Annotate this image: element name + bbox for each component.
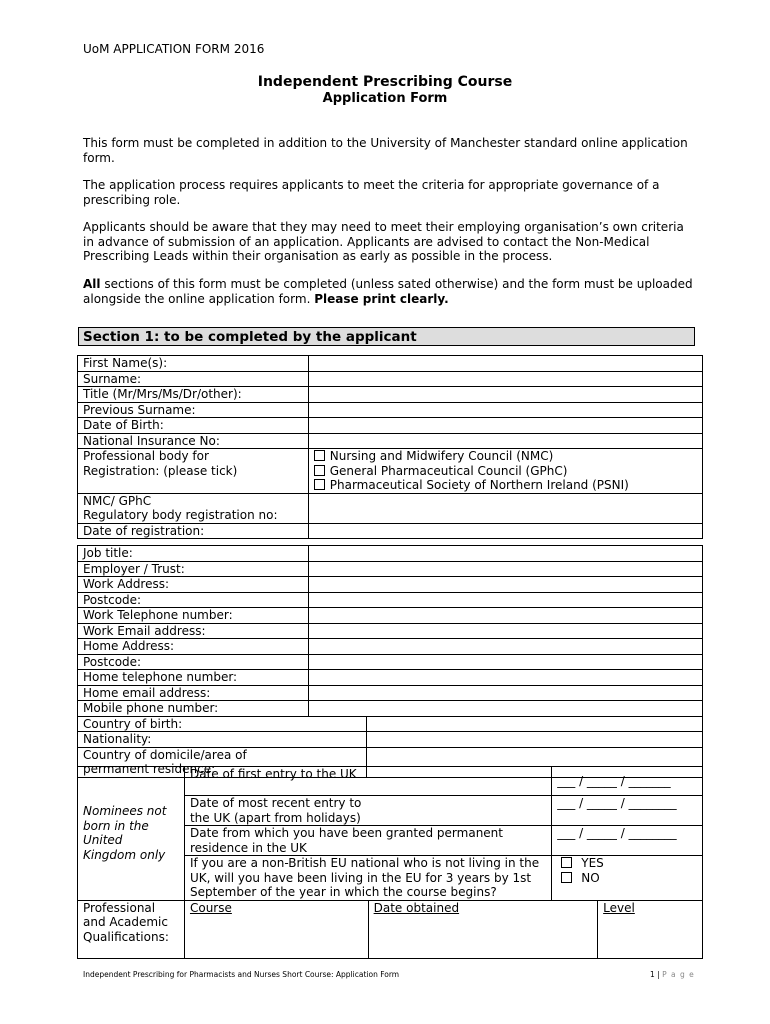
country-birth-label: Country of birth: — [78, 716, 367, 732]
home-postcode-field[interactable] — [308, 654, 702, 670]
domicile-label-line1: Country of domicile/area of — [83, 747, 247, 762]
professional-body-label — [78, 449, 309, 494]
nominees-label-cell — [78, 767, 185, 901]
intro-p4-text: sections of this form must be completed (unless sated otherwise) and the form must be uploaded alongside the online application form. — [83, 277, 693, 306]
first-name-field[interactable] — [308, 356, 702, 372]
employer-field[interactable] — [308, 561, 702, 577]
permanent-residence-date-field[interactable]: ___ / _____ / ________ — [552, 826, 703, 856]
yes-checkbox[interactable] — [561, 857, 572, 868]
ni-label: National Insurance No: — [78, 433, 309, 449]
work-email-field[interactable] — [308, 623, 702, 639]
title-field[interactable] — [308, 387, 702, 403]
gphc-checkbox[interactable] — [314, 465, 325, 476]
yes-label: YES — [581, 856, 604, 870]
option-psni[interactable] — [314, 478, 697, 493]
professional-body-options — [308, 449, 702, 494]
footer-page-number: 1 — [650, 970, 655, 979]
job-title-label: Job title: — [78, 546, 309, 562]
option-gphc[interactable] — [314, 464, 697, 479]
psni-checkbox[interactable] — [314, 479, 325, 490]
work-address-field[interactable] — [308, 577, 702, 593]
mobile-label: Mobile phone number: — [78, 701, 309, 717]
country-birth-field[interactable] — [366, 716, 702, 732]
section-1-title: Section 1: to be completed by the applicant — [78, 327, 695, 346]
no-label: NO — [581, 870, 600, 885]
nationality-field[interactable] — [366, 732, 702, 748]
employer-label: Employer / Trust: — [78, 561, 309, 577]
permanent-residence-line1: Date from which you have been granted permanent — [189, 826, 503, 840]
nominees-label: Nominees not born in the United Kingdom only — [83, 804, 167, 862]
eu-answer-options — [552, 856, 703, 901]
mobile-field[interactable] — [308, 701, 702, 717]
footer-page — [650, 970, 695, 979]
professional-body-label-line1: Professional body for — [83, 449, 209, 463]
work-postcode-field[interactable] — [308, 592, 702, 608]
first-entry-date-field[interactable]: ___ / _____ / _______ — [552, 767, 703, 796]
psni-label: Pharmaceutical Society of Northern Ireland (PSNI) — [329, 478, 629, 492]
surname-label: Surname: — [78, 371, 309, 387]
form-header: UoM APPLICATION FORM 2016 — [83, 42, 265, 56]
intro-print-clearly: Please print clearly. — [314, 291, 449, 306]
home-email-field[interactable] — [308, 685, 702, 701]
work-tel-label: Work Telephone number: — [78, 608, 309, 624]
intro-all: All — [83, 277, 101, 291]
first-entry-label: Date of first entry to the UK — [184, 767, 551, 796]
page-title: Independent Prescribing Course — [257, 74, 513, 90]
recent-entry-label — [184, 796, 551, 826]
work-email-label: Work Email address: — [78, 623, 309, 639]
domicile-label-line2: permanent residence: — [83, 762, 216, 776]
date-obtained-cell[interactable] — [368, 900, 598, 958]
dob-field[interactable] — [308, 418, 702, 434]
gphc-label: General Pharmaceutical Council (GPhC) — [329, 463, 568, 478]
registration-no-field[interactable] — [308, 493, 702, 523]
nmc-checkbox[interactable] — [314, 450, 325, 461]
registration-no-label-line2: Regulatory body registration no: — [83, 508, 278, 522]
previous-surname-label: Previous Surname: — [78, 402, 309, 418]
nationality-label: Nationality: — [78, 732, 367, 748]
page-subtitle: Application Form — [322, 91, 448, 106]
first-name-label: First Name(s): — [78, 356, 309, 372]
dob-label: Date of Birth: — [78, 418, 309, 434]
home-address-label: Home Address: — [78, 639, 309, 655]
personal-details-table — [77, 355, 703, 539]
qualifications-label-line1: Professional — [83, 900, 156, 915]
home-postcode-label: Postcode: — [78, 654, 309, 670]
no-checkbox[interactable] — [561, 872, 572, 883]
surname-field[interactable] — [308, 371, 702, 387]
permanent-residence-line2: residence in the UK — [189, 840, 307, 855]
course-header: Course — [189, 900, 232, 915]
job-title-field[interactable] — [308, 546, 702, 562]
recent-entry-date-field[interactable]: ___ / _____ / ________ — [552, 796, 703, 826]
date-obtained-header: Date obtained — [373, 900, 460, 915]
registration-date-label: Date of registration: — [78, 523, 309, 539]
nominees-table — [77, 766, 703, 959]
level-header: Level — [603, 900, 635, 915]
qualifications-label — [78, 900, 185, 958]
level-cell[interactable] — [598, 900, 703, 958]
previous-surname-field[interactable] — [308, 402, 702, 418]
work-address-label: Work Address: — [78, 577, 309, 593]
registration-no-label — [78, 493, 309, 523]
intro-paragraph-1: This form must be completed in addition to the University of Manchester standard online application form. — [83, 136, 688, 165]
intro-paragraph-4 — [83, 277, 698, 306]
eu-yes-option[interactable] — [557, 856, 697, 871]
intro-paragraph-2: The application process requires applicants to meet the criteria for appropriate governance of a prescribing role. — [83, 178, 660, 207]
work-tel-field[interactable] — [308, 608, 702, 624]
permanent-residence-label — [184, 826, 551, 856]
eu-question: If you are a non-British EU national who is not living in the UK, will you have been living in the EU for 3 years by 1st September of the year in which the course begins? — [184, 856, 551, 901]
ni-field[interactable] — [308, 433, 702, 449]
qualifications-label-line2: and Academic — [83, 915, 168, 929]
title-label: Title (Mr/Mrs/Ms/Dr/other): — [78, 387, 309, 403]
qualifications-label-line3: Qualifications: — [83, 929, 169, 944]
nmc-label: Nursing and Midwifery Council (NMC) — [329, 449, 554, 463]
registration-date-field[interactable] — [308, 523, 702, 539]
footer-page-word: P a g e — [662, 970, 695, 979]
recent-entry-line2: the UK (apart from holidays) — [189, 810, 361, 825]
home-email-label: Home email address: — [78, 685, 309, 701]
recent-entry-line1: Date of most recent entry to — [189, 796, 362, 810]
contact-details-table — [77, 545, 703, 778]
work-postcode-label: Postcode: — [78, 592, 309, 608]
eu-no-option[interactable] — [557, 871, 697, 886]
home-tel-label: Home telephone number: — [78, 670, 309, 686]
footer-course-name: Independent Prescribing for Pharmacists and Nurses Short Course: Application Form — [83, 970, 400, 979]
intro-paragraph-3: Applicants should be aware that they may need to meet their employing organisation’s own criteria in advance of submission of an application. Applicants are advised to contact the Non-Medical Prescribing Leads within their organisation as early as possible in the process. — [83, 220, 684, 263]
footer-page-separator: | — [654, 970, 663, 979]
home-tel-field[interactable] — [308, 670, 702, 686]
professional-body-label-line2: Registration: (please tick) — [83, 463, 238, 478]
option-nmc[interactable] — [314, 449, 697, 464]
home-address-field[interactable] — [308, 639, 702, 655]
registration-no-label-line1: NMC/ GPhC — [83, 493, 152, 508]
course-cell[interactable] — [184, 900, 368, 958]
